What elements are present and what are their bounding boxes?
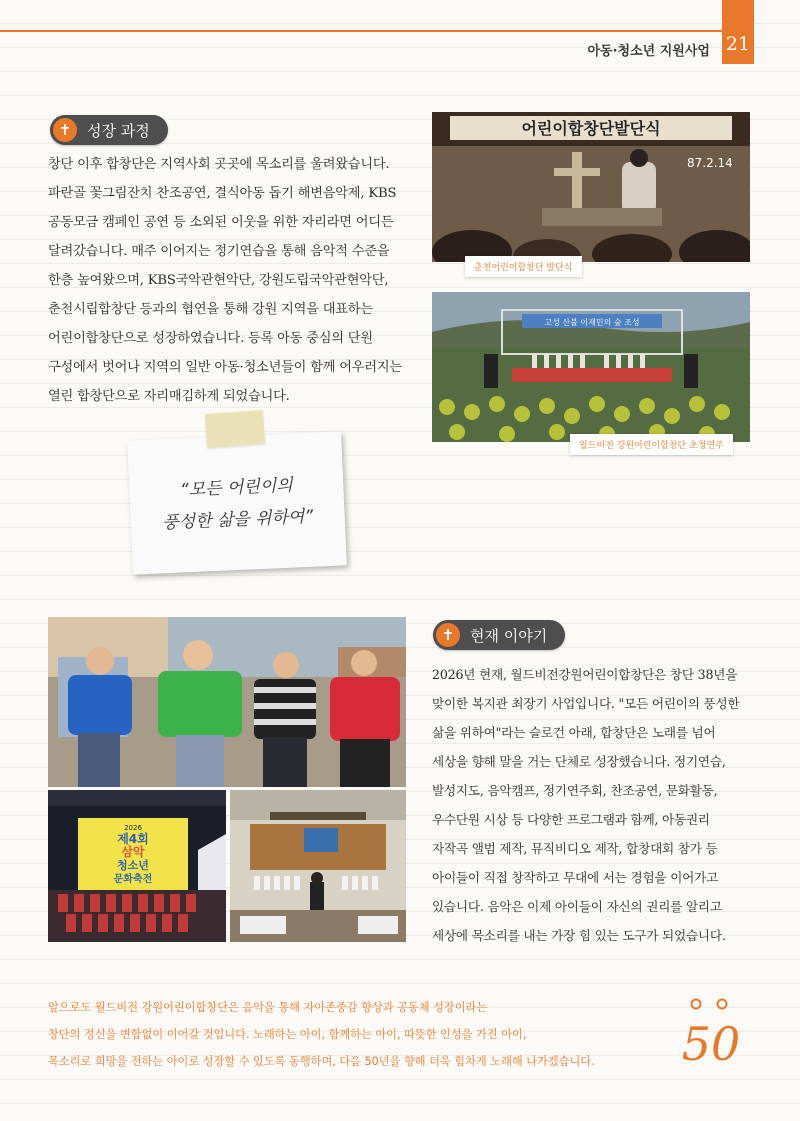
current-line: 삶을 위하여"라는 슬로건 아래, 합창단은 노래를 넘어 xyxy=(432,725,716,740)
tape-strip xyxy=(205,410,265,448)
festival-sign-text: 문화축전 xyxy=(113,874,153,885)
church-concert-photo xyxy=(230,790,406,942)
founding-banner-text: 어린이합창단발단식 xyxy=(521,119,661,138)
slogan-line: 풍성한 삶을 위하여” xyxy=(161,506,314,534)
current-body xyxy=(432,660,752,950)
growth-line: 열린 합창단으로 자리매김하게 되었습니다. xyxy=(48,389,290,404)
festival-sign-text: 제4회 xyxy=(117,832,149,846)
founding-ceremony-photo xyxy=(432,112,750,262)
current-line: 발성지도, 음악캠프, 정기연주회, 찬조공연, 문화활동, xyxy=(432,783,718,798)
growth-title: 성장 과정 xyxy=(87,121,150,140)
concert-caption: 월드비전 강원어린이합창단 초청연주 xyxy=(570,434,733,455)
growth-line: 달려갔습니다. 매주 이어지는 정기연습을 통해 음악적 수준을 xyxy=(48,244,390,259)
closing-statement xyxy=(48,994,648,1075)
closing-line: 앞으로도 월드비전 강원어린이합창단은 음악을 통해 자아존중감 향상과 공동체 성장이라는 xyxy=(48,1001,488,1014)
running-section-title: 아동·청소년 지원사업 xyxy=(587,44,710,59)
founding-caption: 춘천어린이합창단 발단식 xyxy=(465,256,582,277)
current-line: 2026년 현재, 월드비전강원어린이합창단은 창단 38년을 xyxy=(432,667,738,682)
page-number: 21 xyxy=(722,0,754,64)
growth-line: 창단 이후 합창단은 지역사회 곳곳에 목소리를 울려왔습니다. xyxy=(48,157,390,172)
growth-section-heading xyxy=(50,115,168,145)
growth-line: 한층 높여왔으며, KBS국악관현악단, 강원도립국악관현악단, xyxy=(48,273,389,288)
growth-line: 어린이합창단으로 성장하였습니다. 등록 아동 중심의 단원 xyxy=(48,331,373,346)
growth-line: 춘천시립합창단 등과의 협연을 통해 강원 지역을 대표하는 xyxy=(48,302,373,317)
cross-icon: ✝ xyxy=(436,623,460,647)
festival-sign-text: 삼악 xyxy=(121,845,145,859)
closing-line: 창단의 정신을 변함없이 이어갈 것입니다. 노래하는 아이, 함께하는 아이, 따뜻한 인성을 가진 아이, xyxy=(48,1028,527,1041)
current-section-heading xyxy=(433,620,565,650)
current-line: 있습니다. 음악은 이제 아이들이 자신의 권리를 알리고 xyxy=(432,899,722,914)
current-line: 세상을 향해 말을 거는 단체로 성장했습니다. 정기연습, xyxy=(432,754,726,769)
current-line: 자작곡 앨범 제작, 뮤직비디오 제작, 합창대회 참가 등 xyxy=(432,841,718,856)
anniversary-50-logo xyxy=(676,996,746,1070)
growth-line: 구성에서 벗어나 지역의 일반 아동·청소년들이 함께 어우러지는 xyxy=(48,360,402,375)
festival-photo xyxy=(48,790,226,942)
current-title: 현재 이야기 xyxy=(470,626,548,645)
growth-body xyxy=(48,150,406,411)
current-line: 맞이한 복지관 최장기 사업입니다. "모든 어린이의 풍성한 xyxy=(432,696,740,711)
founding-date: 87.2.14 xyxy=(687,156,733,170)
children-running-photo xyxy=(48,617,406,787)
festival-sign-text: 2026 xyxy=(124,824,142,832)
logo-number: 50 xyxy=(681,1017,741,1070)
slogan-line: “모든 어린이의 xyxy=(179,475,294,501)
current-line: 우수단원 시상 등 다양한 프로그램과 함께, 아동권리 xyxy=(432,812,710,827)
festival-sign-text: 청소년 xyxy=(117,859,149,872)
header-rule xyxy=(0,30,722,32)
growth-line: 파란골 꽃그림잔치 찬조공연, 결식아동 돕기 해변음악제, KBS xyxy=(48,186,397,201)
closing-line: 목소리로 희망을 전하는 아이로 성장할 수 있도록 동행하며, 다음 50년을 향해 더욱 힘차게 노래해 나가겠습니다. xyxy=(48,1055,595,1068)
concert-banner-text: 고성 산불 이재민의 숲 조성 xyxy=(544,318,640,327)
cross-icon: ✝ xyxy=(53,118,77,142)
current-line: 세상에 목소리를 내는 가장 힘 있는 도구가 되었습니다. xyxy=(432,928,726,943)
current-line: 아이들이 직접 창작하고 무대에 서는 경험을 이어가고 xyxy=(432,870,719,885)
growth-line: 공동모금 캠페인 공연 등 소외된 이웃을 위한 자리라면 어디든 xyxy=(48,215,394,230)
concert-photo xyxy=(432,292,750,442)
slogan-note-card xyxy=(127,431,347,574)
